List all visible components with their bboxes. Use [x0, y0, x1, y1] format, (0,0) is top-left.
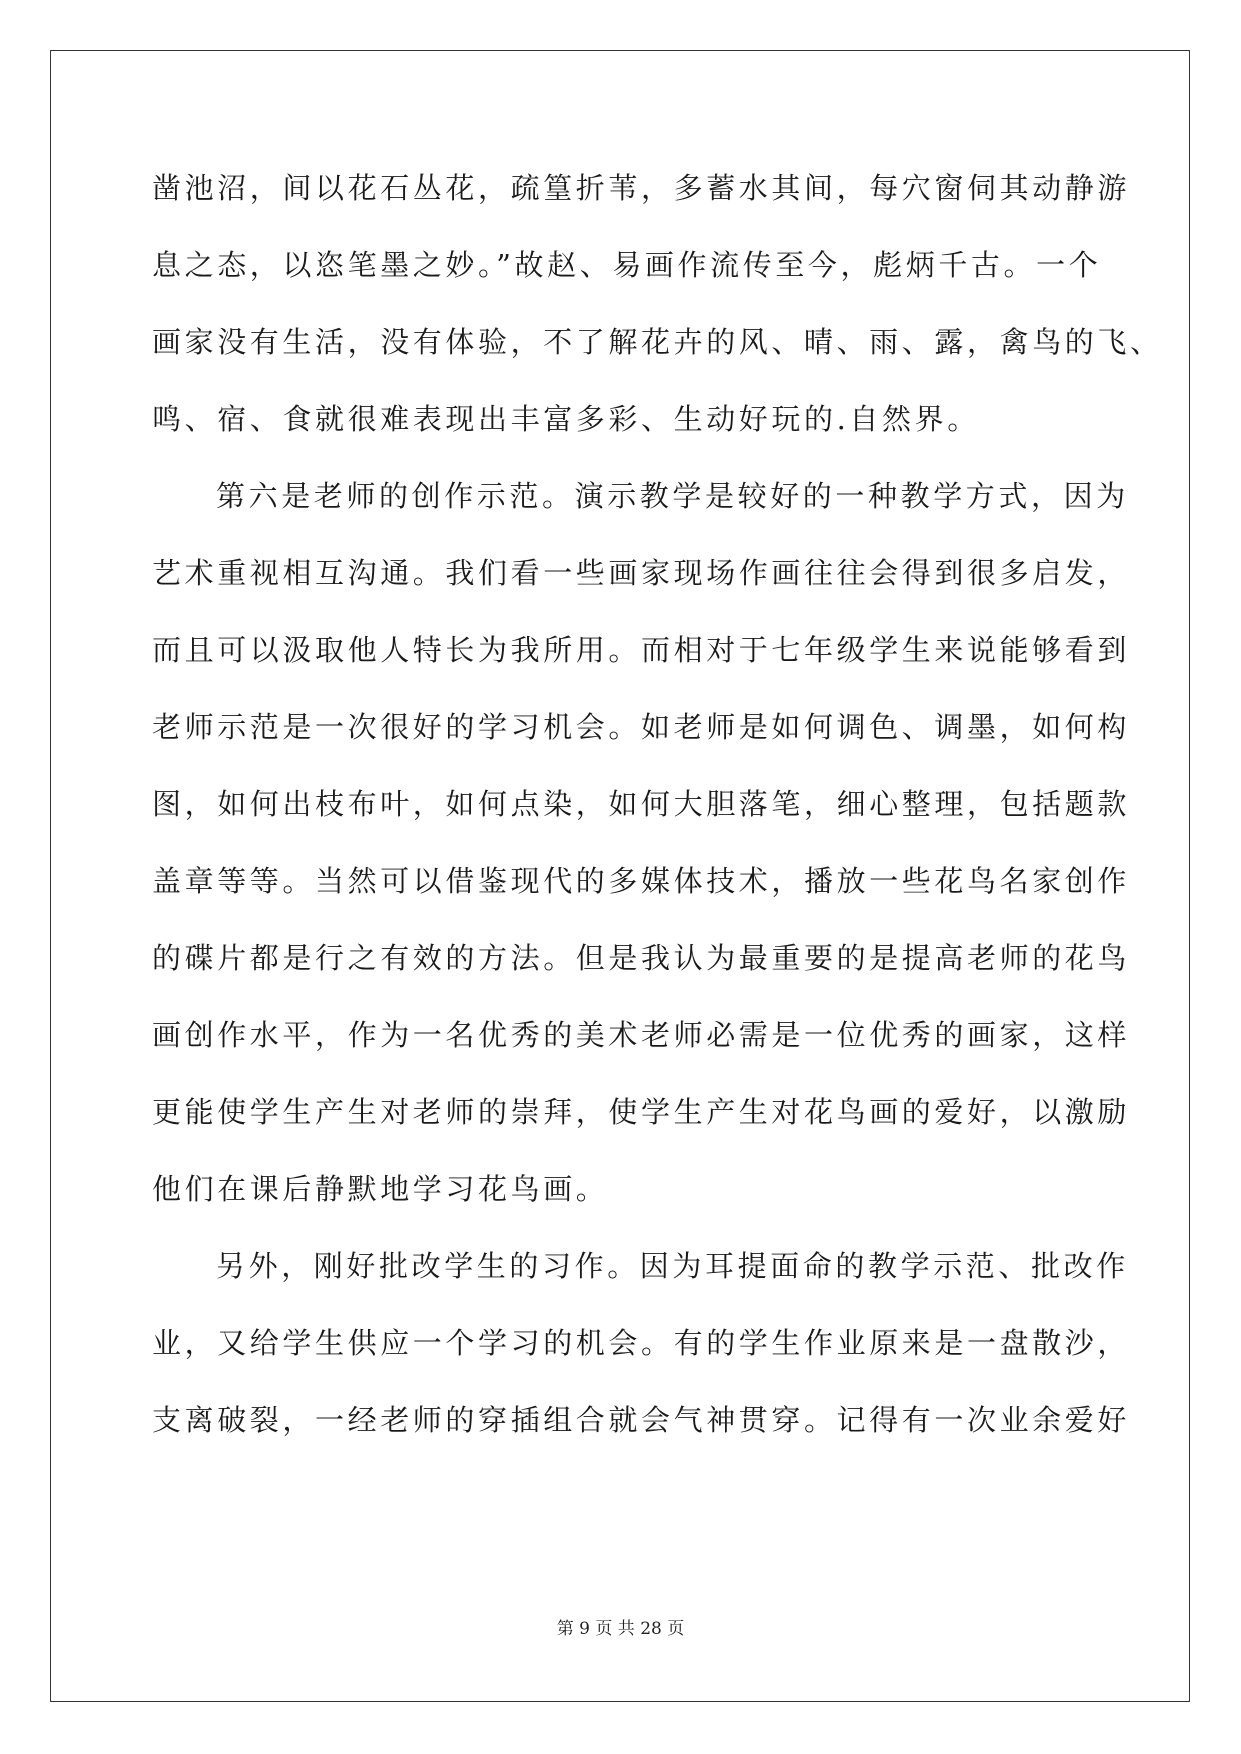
text-line: 盖章等等。当然可以借鉴现代的多媒体技术，播放一些花鸟名家创作 — [152, 864, 1131, 898]
text-line: 息之态，以恣笔墨之妙。”故赵、易画作流传至今，彪炳千古。一个 — [152, 248, 1102, 282]
text-line: 更能使学生产生对老师的崇拜，使学生产生对花鸟画的爱好，以激励 — [152, 1095, 1131, 1129]
page-number-footer: 第 9 页 共 28 页 — [556, 1619, 685, 1639]
text-line: 而且可以汲取他人特长为我所用。而相对于七年级学生来说能够看到 — [152, 633, 1131, 667]
text-line: 鸣、宿、食就很难表现出丰富多彩、生动好玩的.自然界。 — [152, 402, 980, 436]
paragraph-start-line: 另外，刚好批改学生的习作。因为耳提面命的教学示范、批改作 — [216, 1249, 1129, 1283]
paragraph-start-line: 第六是老师的创作示范。演示教学是较好的一种教学方式，因为 — [216, 479, 1129, 513]
text-line: 支离破裂，一经老师的穿插组合就会气神贯穿。记得有一次业余爱好 — [152, 1403, 1131, 1437]
text-line: 画家没有生活，没有体验，不了解花卉的风、晴、雨、露，禽鸟的飞、 — [152, 325, 1163, 359]
text-line: 业，又给学生供应一个学习的机会。有的学生作业原来是一盘散沙， — [152, 1326, 1131, 1360]
text-line: 老师示范是一次很好的学习机会。如老师是如何调色、调墨，如何构 — [152, 710, 1131, 744]
text-line: 画创作水平，作为一名优秀的美术老师必需是一位优秀的画家，这样 — [152, 1018, 1131, 1052]
body-text — [152, 160, 1163, 1469]
text-line: 他们在课后静默地学习花鸟画。 — [152, 1172, 609, 1206]
text-line: 艺术重视相互沟通。我们看一些画家现场作画往往会得到很多启发， — [152, 556, 1131, 590]
text-line: 凿池沼，间以花石丛花，疏篁折苇，多蓄水其间，每穴窗伺其动静游 — [152, 171, 1131, 205]
text-line: 图，如何出枝布叶，如何点染，如何大胆落笔，细心整理，包括题款 — [152, 787, 1131, 821]
text-line: 的碟片都是行之有效的方法。但是我认为最重要的是提高老师的花鸟 — [152, 941, 1131, 975]
